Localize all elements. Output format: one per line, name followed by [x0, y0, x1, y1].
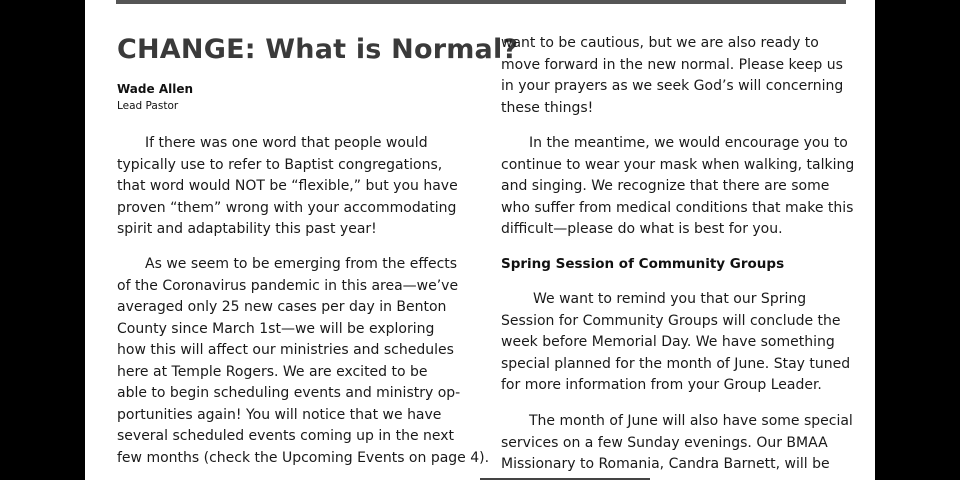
- author-name: Wade Allen: [117, 82, 194, 96]
- left-paragraph-2: [117, 254, 489, 469]
- text-line: who suffer from medical conditions that make this: [501, 199, 854, 216]
- text-line: We want to remind you that our Spring: [533, 291, 807, 307]
- text-line: week before Memorial Day. We have something: [501, 334, 835, 350]
- article-title: CHANGE: What is Normal?: [117, 34, 519, 65]
- text-line: proven “them” wrong with your accommodating: [117, 199, 457, 216]
- text-line: move forward in the new normal. Please keep us: [501, 56, 843, 73]
- text-line: several scheduled events coming up in the next: [117, 428, 455, 444]
- right-paragraph-1: [501, 33, 843, 119]
- text-line: want to be cautious, but we are also ready to: [501, 35, 819, 51]
- text-line: of the Coronavirus pandemic in this area—we’ve: [117, 277, 459, 294]
- text-line: County since March 1st—we will be exploring: [117, 320, 435, 337]
- right-paragraph-3: [501, 289, 850, 397]
- left-paragraph-1: [117, 133, 458, 241]
- text-line: services on a few Sunday evenings. Our BMAA: [501, 434, 828, 451]
- right-paragraph-2: [501, 133, 854, 241]
- text-line: how this will affect our ministries and schedules: [117, 342, 454, 358]
- newsletter-page: [85, 0, 875, 480]
- text-line: that word would NOT be “flexible,” but you have: [117, 178, 458, 194]
- section-subheading: Spring Session of Community Groups: [501, 256, 785, 272]
- right-paragraph-4: [501, 411, 853, 476]
- text-line: these things!: [501, 99, 594, 116]
- author-role: Lead Pastor: [117, 100, 179, 112]
- text-line: If there was one word that people would: [145, 135, 428, 151]
- text-line: portunities again! You will notice that we have: [117, 406, 442, 423]
- text-line: for more information from your Group Leader.: [501, 377, 822, 393]
- text-line: Missionary to Romania, Candra Barnett, will be: [501, 456, 830, 472]
- text-line: able to begin scheduling events and ministry op-: [117, 385, 461, 401]
- text-line: difficult—please do what is best for you.: [501, 221, 783, 237]
- text-line: few months (check the Upcoming Events on page 4).: [117, 449, 490, 466]
- top-rule: [116, 0, 846, 4]
- text-line: in your prayers as we seek God’s will concerning: [501, 78, 844, 94]
- text-line: averaged only 25 new cases per day in Benton: [117, 299, 447, 315]
- text-line: spirit and adaptability this past year!: [117, 221, 377, 237]
- text-line: Session for Community Groups will conclude the: [501, 312, 841, 329]
- text-line: special planned for the month of June. Stay tuned: [501, 355, 851, 372]
- text-line: In the meantime, we would encourage you to: [529, 135, 848, 151]
- text-line: typically use to refer to Baptist congregations,: [117, 156, 443, 173]
- text-line: here at Temple Rogers. We are excited to be: [117, 363, 428, 380]
- text-line: As we seem to be emerging from the effects: [145, 256, 458, 272]
- text-line: continue to wear your mask when walking, talking: [501, 156, 855, 173]
- text-line: The month of June will also have some special: [529, 413, 853, 429]
- text-line: and singing. We recognize that there are some: [501, 178, 830, 194]
